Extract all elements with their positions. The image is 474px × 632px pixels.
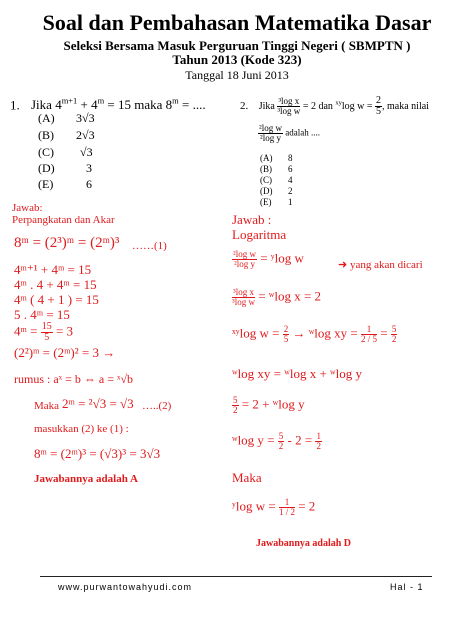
option-value: 3 (86, 161, 92, 175)
step-8: 2ᵐ = ²√3 = √3 (62, 396, 134, 411)
option-label: (D) (38, 161, 55, 175)
step-2: 4ᵐ⁺¹ + 4ᵐ = 15 (14, 262, 92, 277)
log-step-7: ʸlog w = $\frac{1}{1 / 2}$ = 2 (232, 497, 316, 517)
answer-1-heading: Jawab: (12, 202, 43, 214)
answer-1-topic: Perpangkatan dan Akar (12, 214, 115, 226)
option-label: (E) (38, 177, 54, 191)
option-label: (B) (38, 128, 54, 142)
step-6: 4ᵐ = $\frac{15}{5}$ = 3 (14, 321, 74, 343)
footer-page-number: Hal - 1 (390, 582, 424, 592)
answer-2-final: Jawabannya adalah D (256, 538, 352, 549)
step-9: 8ᵐ = (2ᵐ)³ = (√3)³ = 3√3 (34, 446, 161, 461)
exam-date: Tanggal 18 Juni 2013 (185, 68, 289, 82)
substitute-note: masukkan (2) ke (1) : (34, 423, 129, 435)
option-value: √3 (80, 145, 93, 159)
step-5: 5 . 4ᵐ = 15 (14, 307, 70, 322)
log-step-6: ʷlog y = $\frac{5}{2}$ - 2 = $\frac{1}{2}$ (232, 431, 321, 451)
step-8-ref: …..(2) (142, 400, 172, 412)
question-text: Jika $4^{m+1} + 4^m = 15$ maka $8^m$ = .... (31, 96, 206, 113)
step-1: 8ᵐ = (2³)ᵐ = (2ᵐ)³ (14, 235, 120, 251)
answer-2-topic: Logaritma (232, 227, 287, 242)
question-number: 2. (240, 99, 249, 112)
option-label: (B) (260, 164, 272, 174)
step-4: 4ᵐ ( 4 + 1 ) = 15 (14, 292, 99, 307)
maka-label: Maka (34, 400, 60, 412)
footer-divider (40, 576, 432, 577)
question-2-ask: $\frac{\text{²log w}}{\text{²log y}}$ adalah .... (259, 123, 320, 143)
option-value: 3√3 (76, 111, 95, 125)
log-step-1: $\frac{\text{²log w}}{\text{²log y}}$ = ʸlog w (233, 249, 304, 269)
option-value: 2 (288, 186, 293, 196)
formula-note: rumus : aˣ = b ⇔ a = ˣ√b (14, 372, 134, 386)
option-label: (A) (38, 111, 55, 125)
option-value: 6 (86, 177, 92, 191)
arrow-right-icon: ➜ (338, 259, 348, 271)
answer-1-final: Jawabannya adalah A (34, 473, 138, 485)
option-label: (E) (260, 197, 272, 207)
option-label: (A) (260, 153, 273, 163)
option-value: 8 (288, 153, 293, 163)
question-number: 1. (10, 97, 20, 113)
option-value: 2√3 (76, 128, 95, 142)
answer-2-heading: Jawab : (232, 212, 272, 227)
log-step-3: ˣʸlog w = $\frac{2}{5}$ → ʷlog xy = $\frac{1}{2 / 5}$ = $\frac{5}{2}$ (232, 324, 397, 344)
exam-year: Tahun 2013 (Kode 323) (172, 52, 302, 67)
page-title: Soal dan Pembahasan Matematika Dasar (42, 10, 432, 35)
log-step-4: ʷlog xy = ʷlog x + ʷlog y (232, 366, 362, 381)
question-2: 2. Jika $\frac{\text{³log x}}{\text{³log w}}$ = 2 dan $^{xy}$log w = $\frac{2}{5}$ , maka nilai (240, 95, 429, 117)
option-label: (D) (260, 186, 273, 196)
log-step-1-note: ➜ yang akan dicari (338, 259, 423, 271)
step-1-ref: ……(1) (132, 240, 167, 252)
option-value: 4 (288, 175, 293, 185)
option-value: 1 (288, 197, 293, 207)
maka-label-2: Maka (232, 470, 262, 485)
step-3: 4ᵐ . 4 + 4ᵐ = 15 (14, 277, 97, 292)
footer-website: www.purwantowahyudi.com (58, 582, 193, 592)
step-7: (2²)ᵐ = (2ᵐ)² = 3 → (14, 345, 116, 360)
log-step-5: $\frac{5}{2}$ = 2 + ʷlog y (233, 395, 305, 415)
page-subtitle: Seleksi Bersama Masuk Perguruan Tinggi Negeri ( SBMPTN ) (63, 38, 411, 53)
log-step-2: $\frac{\text{³log x}}{\text{³log w}}$ = ʷlog x = 2 (232, 287, 322, 307)
option-value: 6 (288, 164, 293, 174)
option-label: (C) (260, 175, 272, 185)
option-label: (C) (38, 145, 54, 159)
